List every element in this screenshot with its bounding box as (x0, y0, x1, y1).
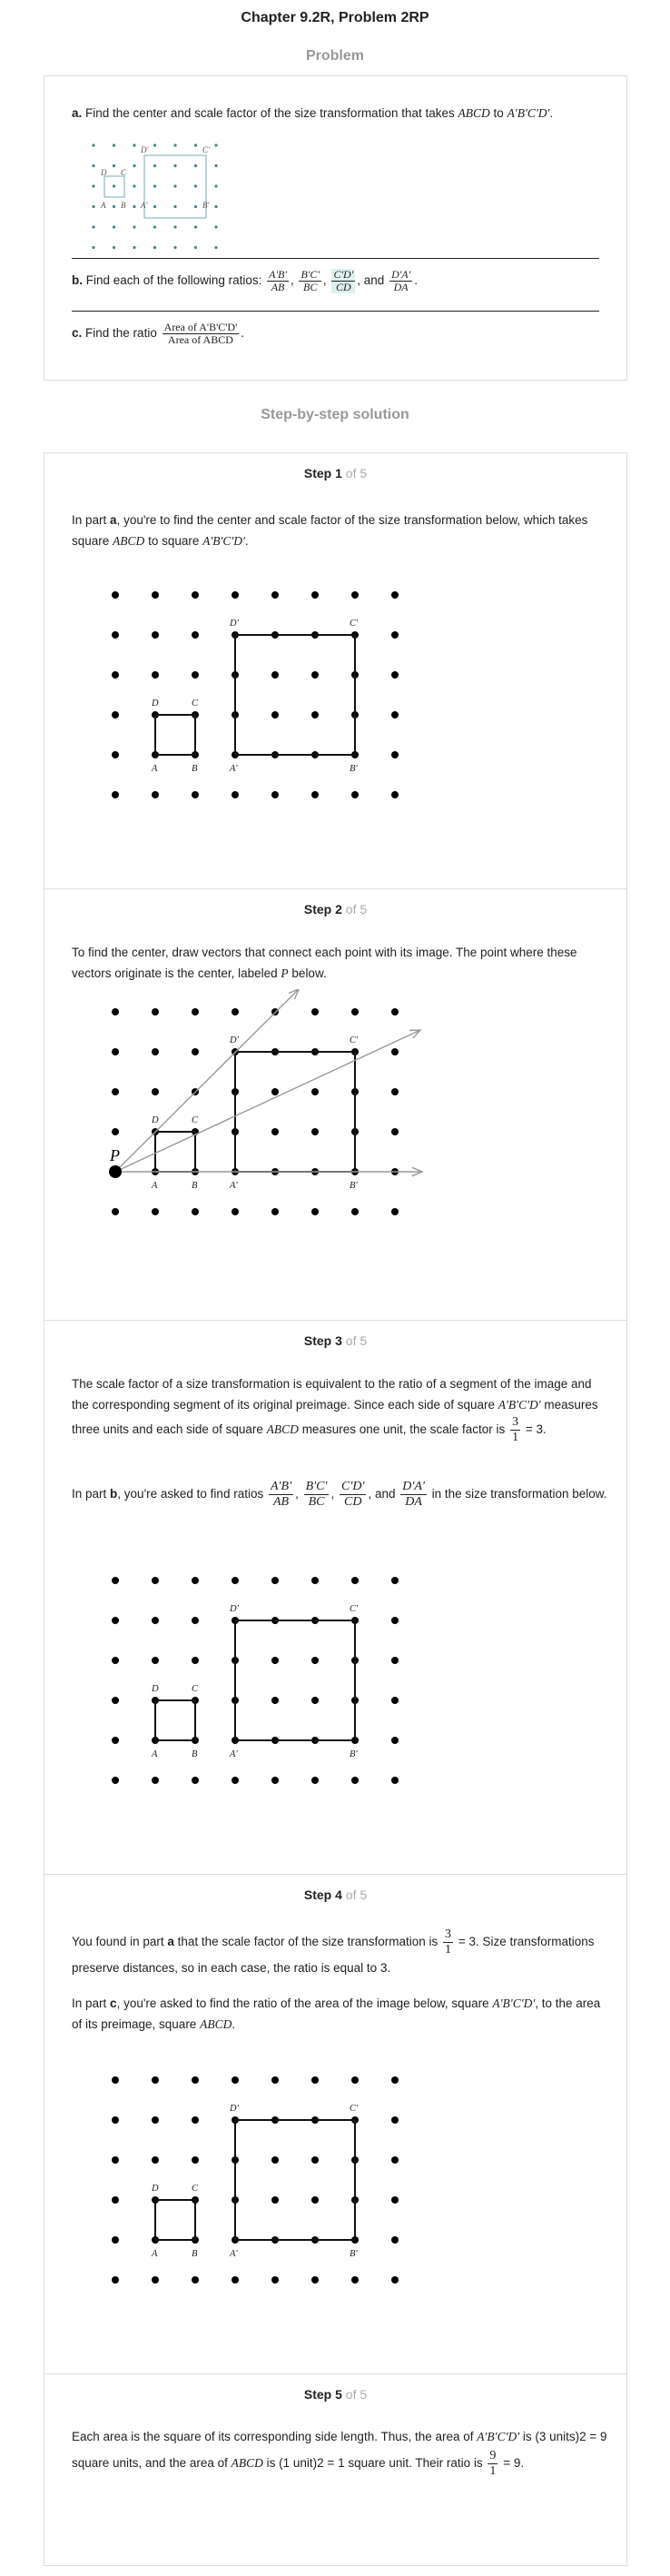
label-d: D (152, 698, 159, 708)
label-a: A (152, 1181, 158, 1191)
label-a-prime: A' (230, 764, 238, 774)
grid-dot (311, 671, 319, 679)
grid-dot (152, 2156, 159, 2164)
label-d-prime: D' (230, 1604, 239, 1614)
grid-dot (133, 225, 135, 228)
grid-dot (112, 1617, 119, 1624)
label-b-prime: B' (202, 201, 210, 210)
grid-dot (311, 1657, 319, 1664)
grid-dot (391, 1777, 399, 1784)
grid-dot (112, 2156, 119, 2164)
label-b-prime: B' (350, 1181, 358, 1191)
page-title: Chapter 9.2R, Problem 2RP (241, 10, 429, 25)
label-c-prime: C' (350, 1604, 359, 1614)
grid-dot (113, 205, 115, 208)
grid-dot (391, 791, 399, 798)
solution-section-title: Step-by-step solution (261, 407, 409, 422)
grid-dot (152, 1577, 159, 1584)
grid-dot (113, 246, 115, 249)
problem-part-a: a. Find the center and scale factor of the size transformation that takes ABCD to A'B'C'D'. (72, 106, 554, 120)
grid-dot (311, 2276, 319, 2284)
grid-dot (152, 2276, 159, 2284)
step-1-diagram (44, 576, 626, 848)
grid-dot (133, 205, 135, 208)
grid-dot (173, 246, 176, 249)
grid-dot (271, 1128, 279, 1135)
grid-dot (112, 631, 119, 639)
grid-dot (173, 184, 176, 187)
grid-dot (391, 2196, 399, 2204)
grid-dot (271, 2156, 279, 2164)
grid-dot (92, 144, 94, 146)
grid-dot (232, 791, 239, 798)
grid-dot (351, 791, 359, 798)
grid-dot (391, 2276, 399, 2284)
grid-dot (194, 164, 197, 167)
grid-dot (192, 591, 199, 599)
grid-dot (192, 1577, 199, 1584)
grid-dot (112, 1128, 119, 1135)
grid-dot (271, 1208, 279, 1215)
step-4-header: Step 4 of 5 (303, 1887, 368, 1902)
step-2-card (44, 888, 627, 1322)
label-a-prime: A' (230, 2249, 238, 2259)
grid-dot (152, 2076, 159, 2084)
grid-dot (194, 225, 197, 228)
grid-dot (311, 1128, 319, 1135)
grid-dot (113, 144, 115, 146)
ratio-area: $\frac{\text{Area of A'B'C'D'}}{\text{Area of ABCD}}$ (163, 321, 238, 346)
grid-dot (173, 144, 176, 146)
grid-dot (192, 671, 199, 679)
step-3-text: The scale factor of a size transformation is equivalent to the ratio of a segment of the image and the corresponding segment of its original preimage. Since each side of square A'B'C'D' measures three units and each side of square ABCD measures one unit, the scale factor is $\frac{3}{1}$ = 3. (72, 1377, 598, 1444)
square-a-prime-b-prime-c-prime-d-prime (235, 1620, 355, 1740)
label-b: B (192, 764, 198, 774)
grid-dot (271, 1697, 279, 1704)
grid-dot (391, 2076, 399, 2084)
step-1-text: In part a, you're to find the center and scale factor of the size transformation below, which takes square ABCD to square A'B'C'D'. (72, 513, 588, 548)
grid-dot (152, 1208, 159, 1215)
label-c-prime: C' (350, 2104, 359, 2114)
part-b-label: b. (72, 273, 83, 288)
grid-dot (391, 2156, 399, 2164)
step-3-header: Step 3 of 5 (303, 1333, 368, 1348)
grid-dot (112, 1777, 119, 1784)
problem-section-title: Problem (305, 48, 364, 64)
grid-dot (391, 631, 399, 639)
label-b: B (192, 1749, 198, 1759)
grid-dot (232, 591, 239, 599)
grid-dot (152, 1088, 159, 1095)
grid-dot (351, 1777, 359, 1784)
grid-dot (271, 711, 279, 718)
grid-dot (113, 164, 115, 167)
vector-arrow (115, 989, 299, 1172)
step-3-diagram (44, 1561, 626, 1834)
label-c-prime: C' (350, 1035, 359, 1045)
grid-dot (214, 184, 217, 187)
grid-dot (351, 1008, 359, 1016)
step-4-text: You found in part a that the scale factor of the size transformation is $\frac{3}{1}$ = 3. Size transformations preserve distances, so in each case, the ratio is equal to 3. (72, 1927, 595, 1975)
grid-dot (192, 2076, 199, 2084)
square-abcd (155, 715, 195, 755)
step-1-card (44, 452, 627, 890)
grid-dot (271, 1657, 279, 1664)
label-b-prime: B' (350, 2249, 358, 2259)
step-2-text: To find the center, draw vectors that connect each point with its image. The point where these vectors originate is the center, labeled P below. (72, 946, 577, 980)
label-a: A (152, 2249, 158, 2259)
grid-dot (391, 751, 399, 758)
grid-dot (112, 1577, 119, 1584)
problem-dot-grid (92, 144, 217, 249)
grid-dot (112, 591, 119, 599)
label-b-prime: B' (350, 764, 358, 774)
grid-dot (232, 2276, 239, 2284)
problem-part-c: c. Find the ratio $\frac{\text{Area of A'B'C'D'}}{\text{Area of ABCD}}$ . (72, 321, 244, 346)
grid-dot (173, 164, 176, 167)
grid-dot (351, 1208, 359, 1215)
label-b-prime: B' (350, 1749, 358, 1759)
label-d-prime: D' (230, 619, 239, 629)
grid-dot (194, 184, 197, 187)
grid-dot (232, 1208, 239, 1215)
grid-dot (232, 1008, 239, 1016)
grid-dot (133, 164, 135, 167)
grid-dot (192, 791, 199, 798)
grid-dot (391, 1008, 399, 1016)
grid-dot (112, 671, 119, 679)
grid-dot (153, 144, 156, 146)
grid-dot (391, 1617, 399, 1624)
grid-dot (271, 1577, 279, 1584)
step-5-text: Each area is the square of its corresponding side length. Thus, the area of A'B'C'D' is (3 units)2 = 9 square units, and the area of ABCD is (1 unit)2 = 1 square unit. Their ratio is $\frac{9}{1}$ = 9. (72, 2430, 607, 2478)
square-a-prime-b-prime-c-prime-d-prime (235, 2120, 355, 2240)
grid-dot (391, 1208, 399, 1215)
grid-dot (92, 246, 94, 249)
grid-dot (391, 1737, 399, 1744)
grid-dot (153, 205, 156, 208)
grid-dot (133, 246, 135, 249)
grid-dot (92, 205, 94, 208)
square-abcd (155, 2200, 195, 2240)
center-point-p (109, 1165, 122, 1178)
grid-dot (112, 2276, 119, 2284)
grid-dot (271, 1088, 279, 1095)
grid-dot (271, 791, 279, 798)
grid-dot (133, 184, 135, 187)
label-b: B (192, 1181, 198, 1191)
grid-dot (112, 2196, 119, 2204)
grid-dot (192, 1048, 199, 1055)
label-a-prime: A' (230, 1181, 238, 1191)
grid-dot (112, 751, 119, 758)
grid-dot (92, 225, 94, 228)
label-d: D (152, 1684, 159, 1694)
ratio-da: $\frac{D'A'}{DA}$ (391, 268, 411, 293)
grid-dot (152, 1048, 159, 1055)
grid-dot (311, 711, 319, 718)
scale-fraction: $\frac{3}{1}$ (445, 1927, 452, 1957)
scale-fraction: $\frac{3}{1}$ (512, 1415, 519, 1444)
grid-dot (311, 1577, 319, 1584)
label-c-prime: C' (202, 145, 210, 154)
grid-dot (92, 164, 94, 167)
step-3-card (44, 1320, 627, 1876)
step-4-card (44, 1874, 627, 2375)
problem-diagram (83, 133, 237, 251)
grid-dot (112, 1737, 119, 1744)
part-a-label: a. (72, 106, 83, 120)
grid-dot (192, 2116, 199, 2124)
grid-dot (214, 205, 217, 208)
grid-dot (311, 591, 319, 599)
step-4-text-2: In part c, you're asked to find the ratio of the area of the image below, square A'B'C'D', to the area of its preimage, square ABCD. (72, 1996, 601, 2031)
label-d: D (152, 1115, 159, 1125)
grid-dot (194, 205, 197, 208)
label-a-prime: A' (230, 1749, 238, 1759)
part-c-label: c. (72, 326, 83, 341)
grid-dot (391, 591, 399, 599)
label-c-prime: C' (350, 619, 359, 629)
square-abcd (155, 1700, 195, 1740)
grid-dot (152, 2116, 159, 2124)
grid-dot (192, 2276, 199, 2284)
grid-dot (152, 1777, 159, 1784)
label-a: A (152, 764, 158, 774)
grid-dot (112, 791, 119, 798)
label-c: C (192, 1684, 199, 1694)
grid-dot (311, 1008, 319, 1016)
label-c: C (121, 168, 127, 177)
step-3-text-2: In part b, you're asked to find ratios $\frac{A'B'}{AB}$ , $\frac{B'C'}{BC}$ , $\frac{C'D'}{CD}$ , and $\frac{D'A'}{DA}$ in the size transformation below. (72, 1480, 607, 1509)
grid-dot (173, 205, 176, 208)
label-d-prime: D' (141, 145, 149, 154)
grid-dot (152, 1657, 159, 1664)
label-p: P (110, 1146, 120, 1164)
ratio-cd: $\frac{C'D'}{CD}$ (333, 268, 354, 293)
label-c: C (192, 698, 199, 708)
label-d-prime: D' (230, 2104, 239, 2114)
grid-dot (113, 225, 115, 228)
grid-dot (153, 184, 156, 187)
grid-dot (192, 1777, 199, 1784)
grid-dot (271, 2276, 279, 2284)
grid-dot (271, 2076, 279, 2084)
grid-dot (311, 1208, 319, 1215)
ratio-bc: $\frac{B'C'}{BC}$ (301, 268, 320, 293)
grid-dot (232, 1577, 239, 1584)
step-5-header: Step 5 of 5 (303, 2387, 368, 2402)
grid-dot (152, 631, 159, 639)
divider-line (72, 258, 599, 259)
grid-dot (391, 1697, 399, 1704)
label-a: A (152, 1749, 158, 1759)
grid-dot (173, 225, 176, 228)
step-5-card (44, 2373, 627, 2566)
grid-dot (112, 1088, 119, 1095)
area-ratio-fraction: $\frac{9}{1}$ (489, 2449, 497, 2478)
grid-dot (311, 1777, 319, 1784)
grid-dot (112, 711, 119, 718)
grid-dot (153, 225, 156, 228)
grid-dot (192, 2156, 199, 2164)
grid-dot (311, 1088, 319, 1095)
grid-dot (194, 144, 197, 146)
grid-dot (351, 1577, 359, 1584)
grid-dot (192, 1008, 199, 1016)
grid-dot (391, 1088, 399, 1095)
grid-dot (112, 2236, 119, 2244)
grid-dot (271, 591, 279, 599)
grid-dot (112, 1657, 119, 1664)
grid-dot (311, 1697, 319, 1704)
grid-dot (113, 184, 115, 187)
label-b: B (121, 201, 126, 210)
grid-dot (152, 591, 159, 599)
grid-dot (214, 144, 217, 146)
label-a-prime: A' (141, 201, 148, 210)
problem-part-b: b. Find each of the following ratios: $\frac{A'B'}{AB}$ , $\frac{B'C'}{BC}$ , $\frac{C'D'}{CD}$ , and $\frac{D'A'}{DA}$ . (72, 268, 418, 293)
grid-dot (311, 791, 319, 798)
divider-line (72, 311, 599, 312)
grid-dot (391, 2116, 399, 2124)
grid-dot (311, 2076, 319, 2084)
grid-dot (311, 2196, 319, 2204)
grid-dot (192, 1657, 199, 1664)
label-d: D (152, 2184, 159, 2194)
step-4-diagram (44, 2061, 626, 2333)
grid-dot (391, 1577, 399, 1584)
square-a-prime-b-prime-c-prime-d-prime (235, 635, 355, 755)
grid-dot (194, 246, 197, 249)
grid-dot (232, 1777, 239, 1784)
grid-dot (391, 2236, 399, 2244)
square-a-prime-b-prime-c-prime-d-prime (235, 1052, 355, 1172)
grid-dot (391, 1048, 399, 1055)
grid-dot (153, 246, 156, 249)
label-d: D (101, 168, 107, 177)
grid-dot (351, 2276, 359, 2284)
grid-dot (214, 225, 217, 228)
grid-dot (152, 1617, 159, 1624)
grid-dot (112, 1208, 119, 1215)
grid-dot (214, 246, 217, 249)
label-a: A (101, 201, 106, 210)
grid-dot (351, 591, 359, 599)
grid-dot (391, 1128, 399, 1135)
label-c: C (192, 2184, 199, 2194)
label-d-prime: D' (230, 1035, 239, 1045)
grid-dot (112, 1048, 119, 1055)
grid-dot (133, 144, 135, 146)
grid-dot (391, 1657, 399, 1664)
grid-dot (112, 2116, 119, 2124)
grid-dot (152, 671, 159, 679)
step-2-diagram (44, 989, 626, 1280)
grid-dot (112, 1008, 119, 1016)
ratio-ab: $\frac{A'B'}{AB}$ (269, 268, 287, 293)
label-c: C (192, 1115, 199, 1125)
grid-dot (192, 631, 199, 639)
label-b: B (192, 2249, 198, 2259)
grid-dot (192, 1617, 199, 1624)
grid-dot (271, 1777, 279, 1784)
grid-dot (391, 671, 399, 679)
grid-dot (192, 1208, 199, 1215)
step-2-header: Step 2 of 5 (303, 902, 368, 916)
grid-dot (311, 2156, 319, 2164)
problem-card (44, 75, 627, 381)
grid-dot (232, 2076, 239, 2084)
grid-dot (152, 1008, 159, 1016)
grid-dot (271, 2196, 279, 2204)
grid-dot (391, 711, 399, 718)
grid-dot (271, 671, 279, 679)
grid-dot (92, 184, 94, 187)
grid-dot (153, 164, 156, 167)
step-1-header: Step 1 of 5 (303, 466, 368, 481)
grid-dot (152, 791, 159, 798)
grid-dot (112, 1697, 119, 1704)
grid-dot (112, 2076, 119, 2084)
grid-dot (214, 164, 217, 167)
grid-dot (351, 2076, 359, 2084)
